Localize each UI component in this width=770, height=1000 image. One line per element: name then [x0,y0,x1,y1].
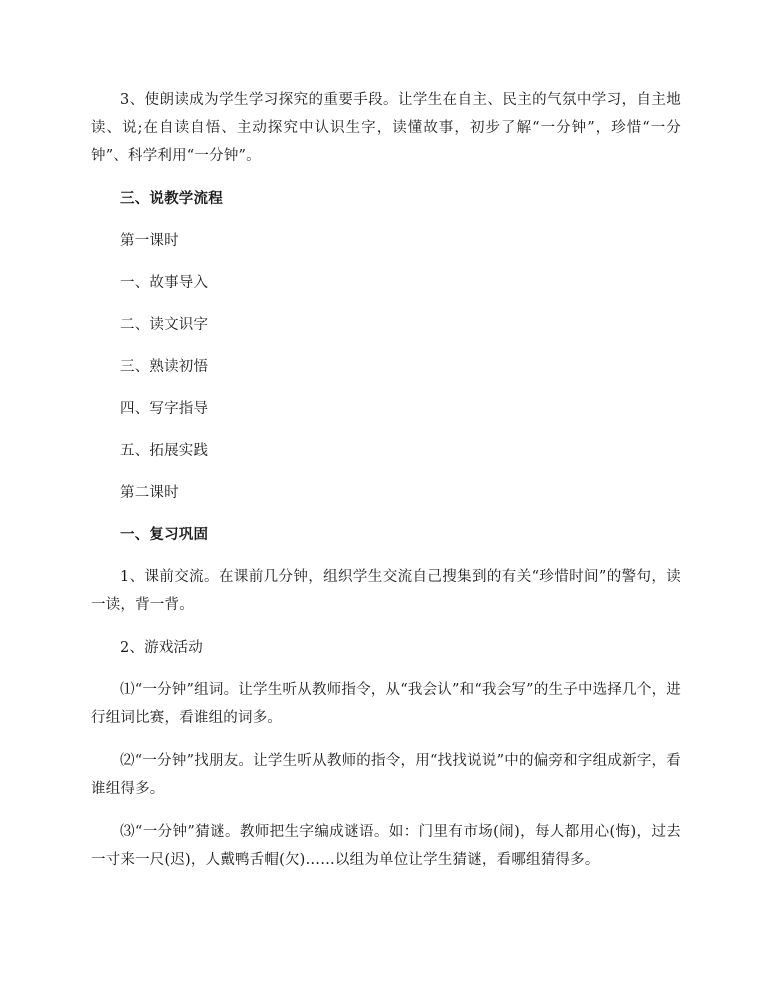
lesson-one-step-4: 四、写字指导 [120,401,209,417]
paragraph-pre-class-exchange: 1、课前交流。在课前几分钟，组织学生交流自己搜集到的有关“珍惜时间”的警句，读一读，背一背。 [91,569,681,613]
paragraph-game-activity: 2、游戏活动 [120,640,203,656]
paragraph-goal-3: 3、使朗读成为学生学习探究的重要手段。让学生在自主、民主的气氛中学习，自主地读、说;在自读自悟、主动探究中认识生字，读懂故事，初步了解“一分钟”，珍惜“一分钟”、科学利用“一分钟”。 [91,92,681,164]
paragraph-game-riddles: ⑶“一分钟”猜谜。教师把生字编成谜语。如：门里有市场(闹)，每人都用心(悔)，过去一寸来一尺(迟)，人戴鸭舌帽(欠)……以组为单位让学生猜谜，看哪组猜得多。 [91,824,681,868]
paragraph-game-find-friends: ⑵“一分钟”找朋友。让学生听从教师的指令，用“找找说说”中的偏旁和字组成新字，看谁组得多。 [91,753,681,797]
lesson-one-step-5: 五、拓展实践 [120,443,209,459]
lesson-two-heading-review: 一、复习巩固 [120,526,209,543]
lesson-two-title: 第二课时 [120,485,179,501]
lesson-one-step-3: 三、熟读初悟 [120,359,209,375]
lesson-one-title: 第一课时 [120,233,179,249]
document-body [91,86,681,874]
lesson-one-step-1: 一、故事导入 [120,275,209,291]
paragraph-game-word-building: ⑴“一分钟”组词。让学生听从教师指令，从“我会认”和“我会写”的生子中选择几个，进行组词比赛，看谁组的词多。 [91,682,681,726]
section-heading-teaching-process: 三、说教学流程 [120,190,223,207]
lesson-one-step-2: 二、读文识字 [120,317,209,333]
